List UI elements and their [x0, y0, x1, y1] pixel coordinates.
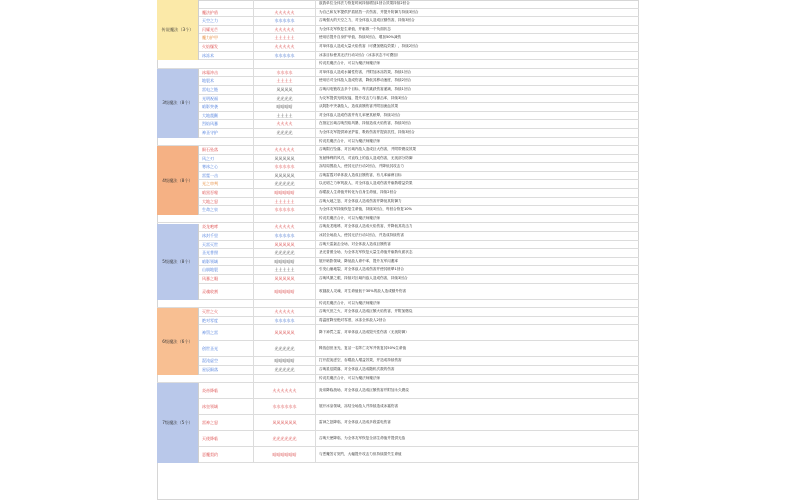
category-cell: 4级魔法（8个）	[157, 146, 199, 215]
magic-description: 在指定区域召唤烈焰风暴，持续造成火焰伤害，持续3回合	[319, 121, 412, 126]
magic-name: 星辰陨落	[199, 366, 254, 374]
category-cell: 3级魔法（8个）	[157, 69, 199, 138]
category-cell: 5级魔法（8个）	[157, 224, 199, 300]
table-row	[157, 198, 639, 207]
table-row	[157, 180, 639, 189]
magic-name: 风之刃	[199, 155, 254, 163]
magic-description: 与恶魔签订契约，大幅提升攻击力但持续损失生命值	[319, 452, 402, 457]
magic-name: 冰封千里	[199, 232, 254, 240]
magic-description: 从阴影中突袭敌人，造成高额伤害并附加流血效果	[319, 104, 399, 109]
magic-description: 为全体友军持续恢复生命值，持续3回合，每回合恢复10%	[319, 207, 412, 212]
magic-description: 召唤天雷轰击全场，对全体敌人造成巨额伤害	[319, 241, 391, 246]
magic-element-stars: 火火火火火	[254, 43, 316, 51]
magic-name: 魔力护甲	[199, 34, 254, 42]
magic-element-stars: 火火火火火	[254, 26, 316, 34]
magic-element-stars	[254, 0, 316, 8]
magic-element-stars: 光光光光	[254, 129, 316, 137]
magic-name: 圣光普照	[199, 249, 254, 257]
magic-element-stars: 风风风风风	[254, 155, 316, 163]
section-note: 传说类魔法合计，可以为魔法师魔法师	[319, 61, 381, 66]
magic-element-stars: 水水水水水	[254, 52, 316, 60]
magic-description: 降下神罚之雷，对单体敌人造成毁灭性伤害（无视防御）	[319, 330, 409, 335]
table-row	[157, 103, 639, 112]
magic-description: 展开暗影领域，降低敌人命中率，提升友军闪避率	[319, 258, 399, 263]
magic-name: 风暴之眼	[199, 275, 254, 283]
magic-description: 对全体敌人造成伤害并有几率使其眩晕，持续1回合	[319, 112, 401, 117]
magic-element-stars: 水水水水水	[254, 232, 316, 240]
table-row	[157, 0, 639, 9]
table-row	[157, 120, 639, 129]
table-row	[157, 308, 639, 317]
magic-element-stars: 水水水水水	[254, 17, 316, 25]
table-row	[157, 163, 639, 172]
magic-name: 地裂术	[199, 77, 254, 85]
magic-element-stars: 风风风风风	[254, 325, 316, 340]
magic-description: 使用后对全体敌人造成伤害，降低其移动速度，持续2回合	[319, 78, 412, 83]
table-row	[157, 341, 639, 357]
table-row	[157, 415, 639, 431]
magic-element-stars: 土土土土土	[254, 34, 316, 42]
category-cell: 7级魔法（5个）	[157, 383, 199, 463]
magic-element-stars: 暗暗暗暗	[254, 103, 316, 111]
magic-name: 光之审判	[199, 180, 254, 188]
table-row	[157, 275, 639, 284]
magic-name: 创世圣光	[199, 341, 254, 356]
magic-element-stars: 火火火火火火	[254, 383, 316, 398]
magic-description: 吞噬敌人生命值并转化为自身生命值，持续2回合	[319, 190, 397, 195]
magic-element-stars: 水水水水	[254, 69, 316, 77]
table-row	[157, 17, 639, 26]
table-row	[157, 43, 639, 52]
magic-name: 冰霜冲击	[199, 69, 254, 77]
table-row	[157, 206, 639, 215]
magic-description: 发射锋利的风刃，对直线上的敌人造成伤害，无视部分防御	[319, 155, 413, 160]
magic-element-stars: 风风风风	[254, 86, 316, 94]
table-row	[157, 77, 639, 86]
magic-description: 雷神之怒降临，对全体敌人造成多段雷电伤害	[319, 420, 391, 425]
magic-name: 闪耀光芒	[199, 26, 254, 34]
magic-element-stars: 土土土土土	[254, 266, 316, 274]
magic-description: 为全体友军提供神圣护盾，吸收伤害并提高抗性，持续3回合	[319, 129, 415, 134]
magic-element-stars: 风风风风风	[254, 275, 316, 283]
magic-name: 炎帝降临	[199, 383, 254, 398]
magic-element-stars: 土土土土	[254, 112, 316, 120]
magic-element-stars: 火火火火火	[254, 223, 316, 231]
table-row	[157, 9, 639, 18]
magic-name: 寒冰之心	[199, 163, 254, 171]
magic-name: 天空之力	[199, 17, 254, 25]
section-note-row	[157, 60, 639, 69]
magic-element-stars: 光光光光光	[254, 366, 316, 374]
magic-name: 魔法护盾	[199, 9, 254, 17]
magic-element-stars: 土土土土土	[254, 198, 316, 206]
table-row	[157, 366, 639, 375]
table-row	[157, 325, 639, 341]
table-row	[157, 26, 639, 35]
magic-element-stars: 土土土土	[254, 77, 316, 85]
magic-name: 生命之泉	[199, 206, 254, 214]
magic-element-stars: 水水水水水	[254, 317, 316, 325]
table-row	[157, 357, 639, 366]
magic-description: 对单体敌人造成大量火焰伤害（可叠加燃烧效果），持续2回合	[319, 43, 419, 48]
magic-description: 对单体敌人造成水属性伤害，并附加冰冻效果，持续1回合	[319, 69, 412, 74]
magic-description: 为全体友军恢复生命值，并驱散一个负面状态	[319, 26, 391, 31]
table-row	[157, 258, 639, 267]
table-row	[157, 69, 639, 78]
table-row	[157, 284, 639, 300]
magic-name: 陨石坠落	[199, 146, 254, 154]
magic-element-stars: 暗暗暗暗暗	[254, 189, 316, 197]
magic-name: 雷电之链	[199, 86, 254, 94]
magic-name: 烈焰风暴	[199, 120, 254, 128]
magic-element-stars: 光光光光光光	[254, 431, 316, 446]
table-row	[157, 317, 639, 326]
section-note-row	[157, 215, 639, 224]
magic-name: 灵魂收割	[199, 284, 254, 299]
table-row	[157, 249, 639, 258]
magic-element-stars: 光光光光光	[254, 341, 316, 356]
magic-description: 圣光普照全场，为全体友军恢复大量生命值并驱散负面状态	[319, 250, 413, 255]
table-row	[157, 86, 639, 95]
section-note: 传说类魔法合计，可以为魔法师魔法师	[319, 300, 381, 305]
table-row	[157, 95, 639, 104]
table-row	[157, 155, 639, 164]
magic-name: 天雷灭世	[199, 241, 254, 249]
magic-description: 召唤风暴之眼，持续对区域内敌人造成伤害，持续3回合	[319, 276, 408, 280]
magic-element-stars: 风风风风风风	[254, 415, 316, 430]
magic-name: 雷霆一击	[199, 172, 254, 180]
magic-element-stars: 火火火火火	[254, 308, 316, 316]
magic-description: 引发山崩地裂，对全体敌人造成伤害并使其眩晕1回合	[319, 267, 404, 272]
table-row	[157, 172, 639, 181]
table-row	[157, 146, 639, 155]
magic-name: 光明祝福	[199, 95, 254, 103]
section-note: 传说类魔法合计，可以为魔法师魔法师	[319, 138, 381, 143]
magic-name: 火焰爆发	[199, 43, 254, 51]
magic-element-stars: 火火火火火	[254, 9, 316, 17]
table-row	[157, 431, 639, 447]
magic-name: 山崩地裂	[199, 266, 254, 274]
magic-description: 冰封全场敌人，使其无法行动1回合，并造成持续伤害	[319, 233, 404, 238]
magic-element-stars: 水水水水水	[254, 206, 316, 214]
table-row	[157, 266, 639, 275]
magic-name: 大地震颤	[199, 112, 254, 120]
magic-description: 冰冻目标使其无法行动1回合（冰冻状态不可叠加）	[319, 52, 401, 57]
table-row	[157, 129, 639, 138]
magic-element-stars: 光光光光	[254, 95, 316, 103]
magic-description: 敌我单位全体法力恢复时间持续增加1回合效果持续2回合	[319, 1, 410, 5]
magic-name: 恶魔契约	[199, 447, 254, 462]
magic-element-stars: 暗暗暗暗暗	[254, 284, 316, 299]
table-row	[157, 447, 639, 463]
magic-description: 召唤强大的天空之力，对全体敌人造成巨额伤害，持续3回合	[319, 18, 415, 23]
magic-description: 召唤星辰陨落，对全体敌人造成随机次数的伤害	[319, 366, 395, 371]
table-row	[157, 34, 639, 43]
magic-description: 释放创世圣光，复活一名阵亡友军并恢复其50%生命值	[319, 346, 407, 351]
magic-name: 冰冻术	[199, 52, 254, 60]
category-cell: 传说魔法（3个）	[157, 0, 199, 60]
magic-description: 炎帝降临战场，对全体敌人造成巨额伤害并附加永久燃烧	[319, 388, 409, 393]
magic-description: 以光明之力审判敌人，对全体敌人造成伤害并驱散增益效果	[319, 181, 413, 186]
category-cell: 6级魔法（6个）	[157, 308, 199, 374]
magic-element-stars: 风风风风风	[254, 241, 316, 249]
magic-name: 炎龙咆哮	[199, 223, 254, 231]
magic-description: 召唤炎龙咆哮，对全体敌人造成火焰伤害，并降低其攻击力	[319, 224, 413, 229]
table-row	[157, 189, 639, 198]
section-note-row	[157, 138, 639, 147]
magic-element-stars: 光光光光光	[254, 180, 316, 188]
magic-name: 神圣守护	[199, 129, 254, 137]
section-note-row	[157, 300, 639, 309]
magic-element-stars: 光光光光光	[254, 249, 316, 257]
section-note-row	[157, 375, 639, 384]
magic-description: 为自己和友军提供护盾抵挡一次伤害，并提升防御力持续3回合	[319, 9, 419, 14]
magic-description: 召唤雷霆对单体敌人造成巨额伤害，有几率麻痹目标	[319, 172, 402, 177]
section-note: 传说类魔法合计，可以为魔法师魔法师	[319, 375, 381, 380]
magic-element-stars: 水水水水水	[254, 163, 316, 171]
magic-description: 收割敌人灵魂，对生命值低于30%的敌人造成额外伤害	[319, 288, 407, 293]
magic-name: 灭世之火	[199, 308, 254, 316]
magic-name: 暗影突袭	[199, 103, 254, 111]
magic-description: 召唤陨石坠落，对区域内敌人造成巨大伤害，并附带燃烧效果	[319, 147, 417, 152]
magic-element-stars: 水水水水水水	[254, 399, 316, 414]
magic-description: 冻结周围敌人，使其无法行动2回合，并降低其攻击力	[319, 164, 404, 169]
table-row	[157, 112, 639, 121]
magic-element-stars: 火火火火	[254, 120, 316, 128]
magic-element-stars: 火火火火火	[254, 146, 316, 154]
magic-description: 展开冰皇领域，冻结全场敌人并持续造成冰霜伤害	[319, 404, 399, 409]
magic-description: 召唤闪电链攻击多个目标，每次跳跃伤害递减，持续1回合	[319, 86, 412, 91]
magic-description: 为友军提供光明祝福，提升攻击力与暴击率，持续3回合	[319, 95, 408, 100]
magic-element-stars: 暗暗暗暗暗	[254, 258, 316, 266]
table-row	[157, 232, 639, 241]
magic-element-stars: 暗暗暗暗暗暗	[254, 447, 316, 462]
magic-description: 召唤灭世之火，对全体敌人造成巨额火焰伤害，并附加燃烧	[319, 309, 413, 314]
table-row	[157, 383, 639, 399]
magic-name: 混沌虚空	[199, 357, 254, 365]
magic-description: 使用后提升自身护甲值，持续5回合，增加50%减伤	[319, 35, 402, 40]
magic-table	[157, 0, 639, 500]
table-row	[157, 241, 639, 250]
magic-description: 打开混沌虚空，吞噬敌人增益效果，并造成持续伤害	[319, 358, 402, 363]
table-row	[157, 52, 639, 61]
magic-name: 天使降临	[199, 431, 254, 446]
magic-name: 暗影领域	[199, 258, 254, 266]
magic-element-stars: 风风风风风	[254, 172, 316, 180]
magic-name	[199, 0, 254, 8]
magic-name: 神罚之雷	[199, 325, 254, 340]
magic-element-stars: 暗暗暗暗暗	[254, 357, 316, 365]
table-row	[157, 399, 639, 415]
section-note: 传说类魔法合计，可以为魔法师魔法师	[319, 215, 381, 220]
magic-name: 绝对零度	[199, 317, 254, 325]
magic-description: 召唤大地之怒，对全体敌人造成伤害并降低其防御力	[319, 198, 402, 203]
magic-name: 冰皇领域	[199, 399, 254, 414]
magic-name: 大地之怒	[199, 198, 254, 206]
magic-name: 雷神之怒	[199, 415, 254, 430]
table-row	[157, 223, 639, 232]
magic-name: 暗黑吞噬	[199, 189, 254, 197]
magic-description: 将温度降至绝对零度，冰冻全体敌人2回合	[319, 317, 386, 322]
magic-description: 召唤天使降临，为全体友军恢复全部生命值并提供无敌	[319, 436, 406, 441]
